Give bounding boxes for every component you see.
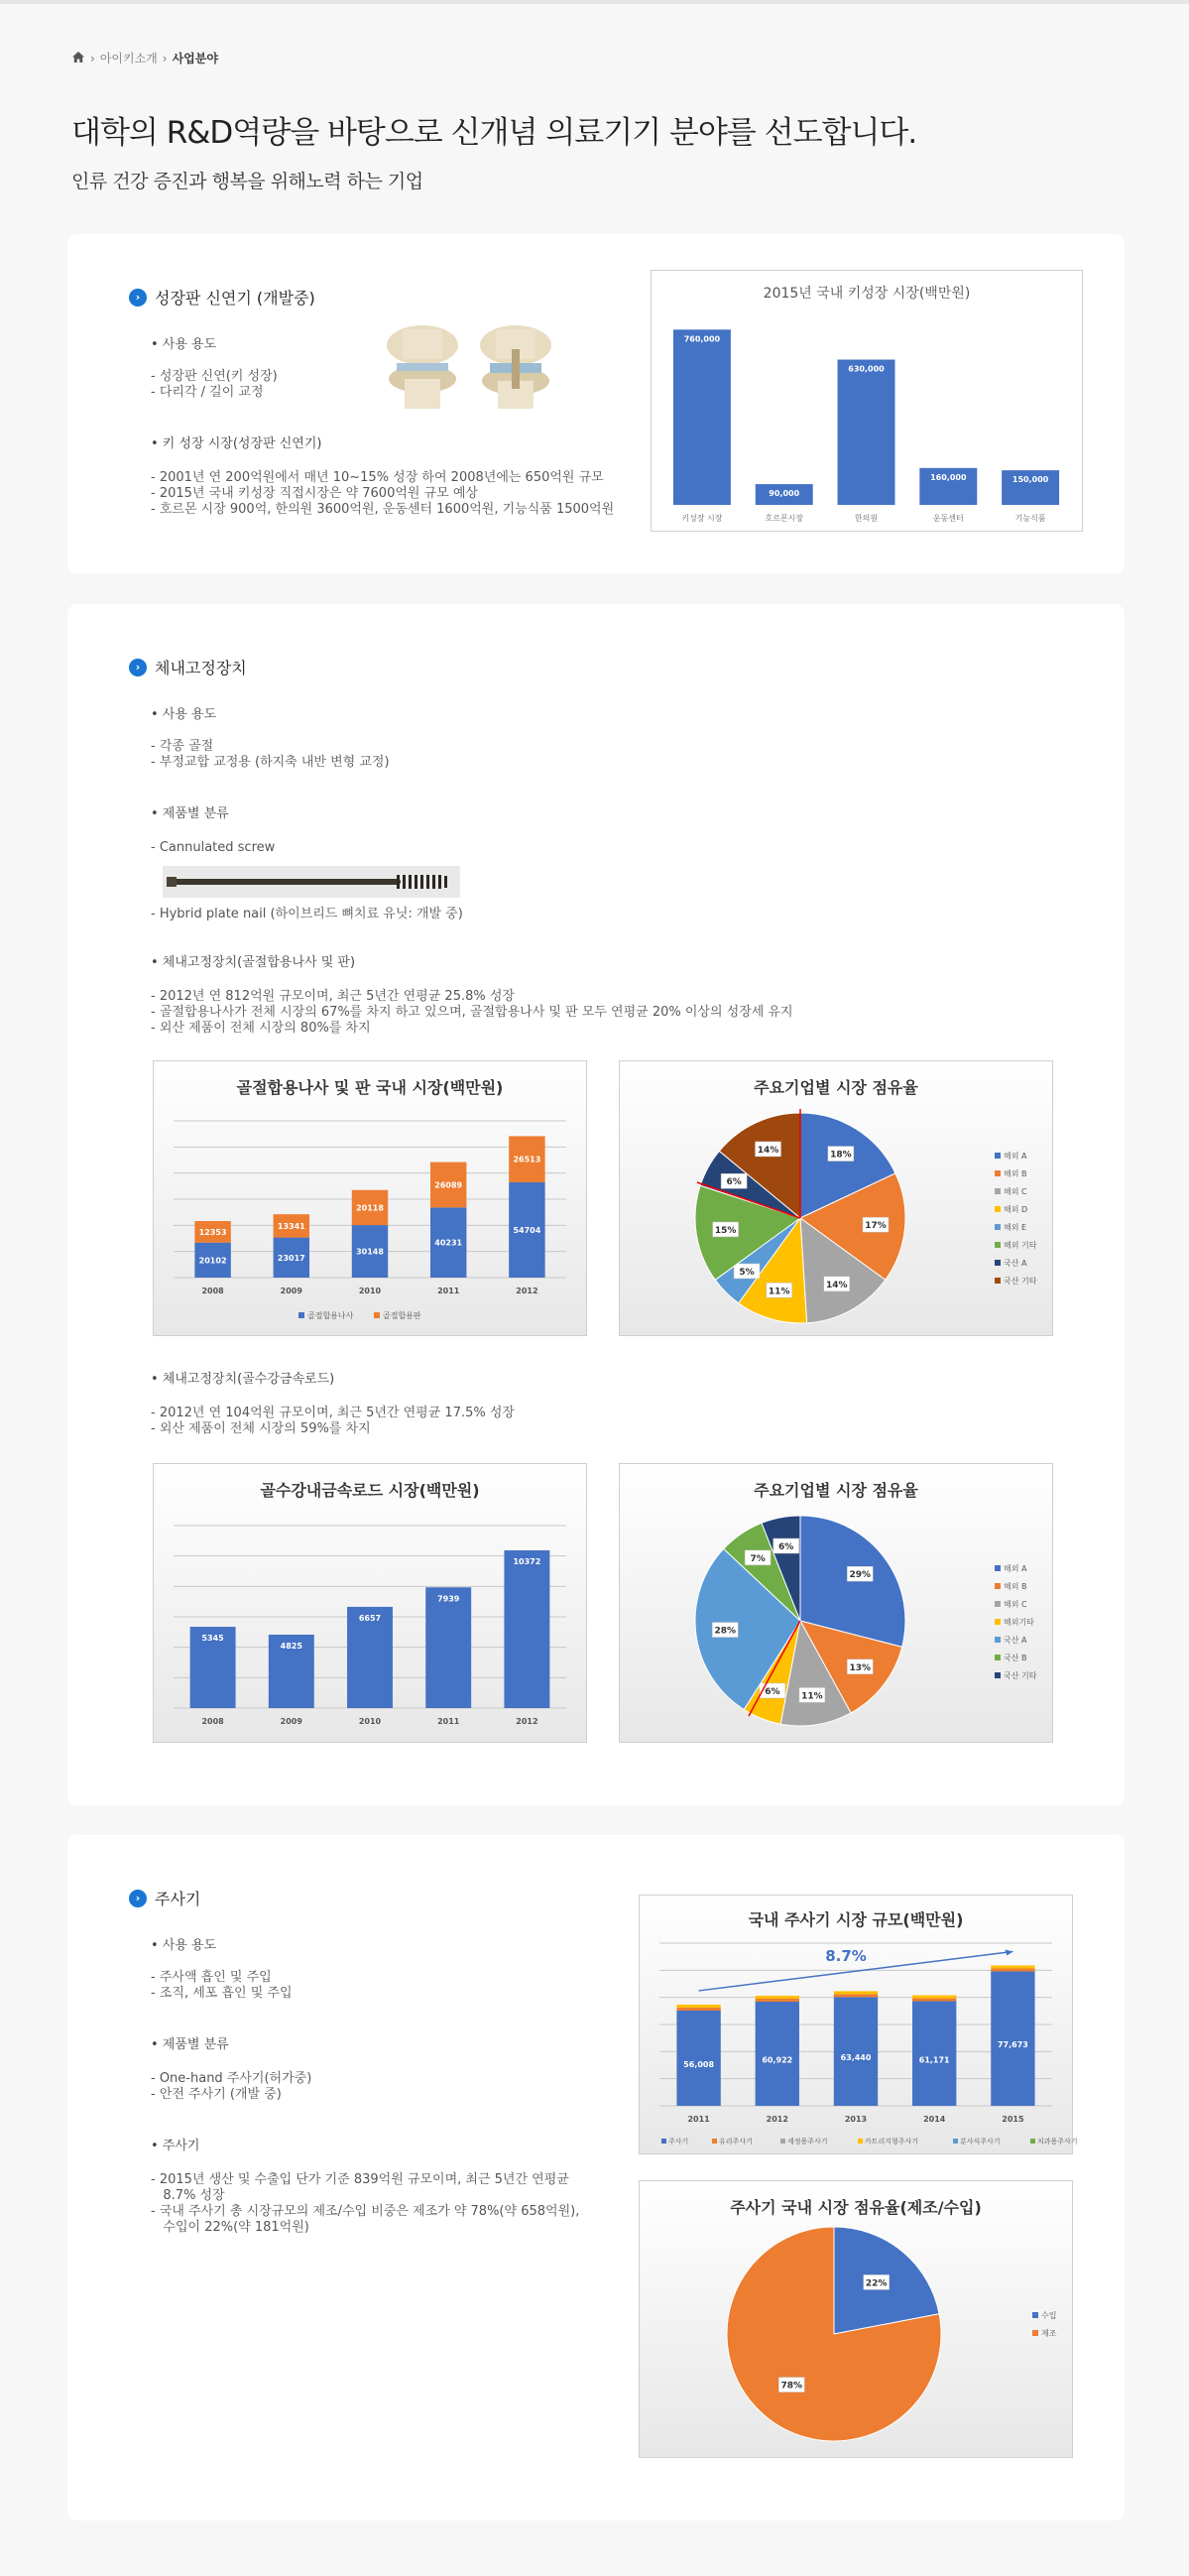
tick-label: 2009: [280, 1287, 302, 1295]
market1-heading: • 체내고정장치(골절합용나사 및 판): [151, 955, 356, 970]
chart-title: 주사기 국내 시장 점유율(제조/수입): [730, 2198, 982, 2217]
legend-label: 수입: [1041, 2311, 1057, 2320]
legend-swatch: [780, 2139, 785, 2144]
legend-label: 해외 B: [1004, 1582, 1027, 1591]
tick-label: 2014: [923, 2115, 946, 2124]
data-label: 6%: [726, 1177, 742, 1188]
chart-screw-plate-market: [153, 1060, 587, 1336]
data-label: 13341: [277, 1221, 305, 1231]
tick-label: 운동센터: [932, 514, 964, 523]
legend-swatch: [995, 1242, 1001, 1248]
legend-swatch: [858, 2139, 863, 2144]
legend-swatch: [661, 2139, 666, 2144]
data-label: 14%: [825, 1280, 848, 1290]
chart-title: 주요기업별 시장 점유율: [754, 1078, 918, 1097]
data-label: 90,000: [769, 489, 800, 499]
bar-segment: [912, 1999, 956, 2002]
chart-height-market: [651, 270, 1083, 532]
chart-syringe-market: [639, 1895, 1078, 2154]
legend-label: 골절합용판: [383, 1311, 421, 1320]
data-label: 77,673: [997, 2040, 1028, 2050]
tick-label: 2011: [437, 1287, 460, 1295]
data-label: 30148: [356, 1247, 384, 1257]
chart-company-share-1: [619, 1060, 1053, 1336]
legend-label: 해외기타: [1004, 1618, 1034, 1627]
section-title: 체내고정장치: [155, 659, 247, 677]
bar: [756, 2002, 799, 2106]
legend-label: 국산 A: [1004, 1636, 1027, 1645]
use-list: - 주사액 흡인 및 주입 - 조직, 세포 흡인 및 주입: [151, 1970, 293, 2001]
tick-label: 2012: [516, 1717, 538, 1726]
page-subtitle: 인류 건강 증진과 행복을 위해노력 하는 기업: [71, 171, 423, 192]
section-title: 주사기: [155, 1890, 201, 1908]
bar: [425, 1587, 471, 1708]
chart-title: 골수강내금속로드 시장(백만원): [260, 1481, 480, 1500]
data-label: 14%: [757, 1145, 779, 1156]
data-label: 12353: [198, 1227, 227, 1237]
syringe-heading: • 주사기: [151, 2139, 200, 2153]
tick-label: 2012: [516, 1287, 538, 1295]
knee-image-2: [480, 325, 551, 409]
data-label: 22%: [865, 2278, 888, 2289]
bar-segment: [756, 1999, 799, 2002]
data-label: 23017: [277, 1253, 305, 1263]
tick-label: 2012: [766, 2115, 788, 2124]
data-label: 18%: [830, 1150, 852, 1161]
tick-label: 호르몬시장: [765, 514, 804, 523]
chart-title: 2015년 국내 키성장 시장(백만원): [763, 286, 971, 302]
data-label: 4825: [280, 1642, 302, 1652]
class-list: - One-hand 주사기(허가중) - 안전 주사기 (개발 중): [151, 2071, 312, 2102]
chevron-right-icon: ›: [162, 51, 168, 65]
legend-label: 해외 A: [1004, 1564, 1027, 1573]
data-label: 56,008: [683, 2059, 715, 2069]
bar-segment: [834, 1994, 878, 1997]
legend-label: 해외 C: [1004, 1187, 1027, 1196]
tick-label: 한의원: [854, 514, 879, 523]
bar-segment: [991, 1968, 1034, 1971]
tick-label: 2008: [201, 1287, 224, 1295]
section-card-fixation: [67, 604, 1125, 1805]
cannulated-screw-image: [163, 866, 460, 898]
bar: [912, 2002, 956, 2106]
data-label: 78%: [780, 2381, 803, 2392]
chevron-right-icon: ›: [90, 51, 95, 65]
data-label: 20102: [198, 1256, 227, 1266]
chart-title: 주요기업별 시장 점유율: [754, 1481, 918, 1500]
data-label: 13%: [849, 1662, 872, 1673]
legend-label: 해외 A: [1004, 1152, 1027, 1161]
data-label: 63,440: [840, 2053, 872, 2063]
legend-swatch: [1032, 2330, 1038, 2336]
bar-segment: [676, 2005, 720, 2008]
chart-rod-market: [153, 1463, 587, 1743]
section-heading: [129, 1887, 200, 1909]
home-icon[interactable]: [71, 51, 85, 66]
legend-swatch: [1032, 2312, 1038, 2318]
data-label: 150,000: [1011, 475, 1049, 485]
data-label: 28%: [714, 1626, 737, 1637]
breadcrumb: [71, 50, 218, 66]
legend-swatch: [995, 1583, 1001, 1589]
legend-swatch: [995, 1224, 1001, 1230]
legend-swatch: [712, 2139, 717, 2144]
data-label: 10372: [513, 1556, 541, 1566]
legend-swatch: [995, 1206, 1001, 1212]
breadcrumb-current: 사업분야: [172, 52, 218, 65]
legend-label: 세정용주사기: [787, 2138, 828, 2146]
legend-swatch: [995, 1565, 1001, 1571]
chart-title: 국내 주사기 시장 규모(백만원): [748, 1910, 964, 1929]
legend-swatch: [995, 1153, 1001, 1159]
legend-swatch: [995, 1278, 1001, 1284]
data-label: 160,000: [930, 472, 967, 482]
section-card-growth: [67, 234, 1125, 573]
bar-segment: [991, 1965, 1034, 1968]
data-label: 54704: [513, 1225, 541, 1235]
data-label: 760,000: [683, 334, 721, 344]
data-label: 17%: [865, 1221, 887, 1232]
market2-list: - 2012년 연 104억원 규모이며, 최근 5년간 연평균 17.5% 성장 - 외산 제품이 전체 시장의 59%를 차지: [151, 1406, 515, 1436]
data-label: 6657: [358, 1613, 382, 1623]
legend-label: 제조: [1041, 2329, 1057, 2338]
legend-swatch: [374, 1312, 380, 1318]
tick-label: 2010: [358, 1287, 382, 1295]
tick-label: 2010: [358, 1717, 382, 1726]
chart-syringe-share: [639, 2180, 1073, 2458]
legend-label: 카트리지형주사기: [865, 2138, 919, 2146]
legend-label: 치과용주사기: [1037, 2138, 1078, 2146]
bar: [676, 2011, 720, 2106]
data-label: 630,000: [848, 364, 885, 374]
section-card-syringe: [67, 1835, 1125, 2520]
use-heading: • 사용 용도: [151, 1938, 217, 1953]
legend-label: 해외 D: [1004, 1205, 1028, 1214]
tick-label: 2013: [844, 2115, 868, 2124]
tick-label: 2008: [201, 1717, 224, 1726]
class-heading: • 제품별 분류: [151, 2037, 229, 2052]
market2-heading: • 체내고정장치(골수강금속로드): [151, 1372, 335, 1387]
legend-swatch: [995, 1260, 1001, 1266]
legend-swatch: [1030, 2139, 1035, 2144]
section-title: 성장판 신연기 (개발중): [155, 289, 315, 307]
arrow-right-icon: ›: [129, 289, 147, 307]
chart-company-share-2: [619, 1463, 1053, 1743]
legend-label: 주사기: [668, 2138, 689, 2146]
data-label: 15%: [714, 1225, 737, 1236]
legend-label: 국산 B: [1004, 1654, 1027, 1662]
data-label: 7%: [750, 1553, 766, 1564]
legend-label: 국산 기타: [1004, 1671, 1037, 1680]
data-label: 7939: [437, 1594, 460, 1604]
tick-label: 키성장 시장: [681, 514, 723, 523]
legend-label: 해외 기타: [1004, 1241, 1037, 1250]
tick-label: 2009: [280, 1717, 302, 1726]
class-heading: • 제품별 분류: [151, 806, 229, 821]
arrow-right-icon: ›: [129, 659, 147, 676]
tick-label: 2011: [687, 2115, 710, 2124]
tick-label: 2011: [437, 1717, 460, 1726]
tick-label: 2015: [1002, 2115, 1024, 2124]
legend-swatch: [995, 1637, 1001, 1643]
legend-swatch: [995, 1601, 1001, 1607]
legend-label: 해외 B: [1004, 1169, 1027, 1178]
data-label: 6%: [778, 1542, 794, 1553]
market-list: - 2001년 연 200억원에서 매년 10~15% 성장 하여 2008년에는 650억원 규모 - 2015년 국내 키성장 직접시장은 약 7600억원 규모 예상 - 호르몬 시장 900억, 한의원 3600억원, 운동센터 1600억원, 기능식품 1500억원: [151, 470, 615, 517]
section-heading: [129, 656, 247, 678]
syringe-list: - 2015년 생산 및 수출입 단가 기준 839억원 규모이며, 최근 5년간 연평균 8.7% 성장 - 국내 주사기 총 시장규모의 제조/수입 비중은 제조가 약 78%(약 658억원), 수입이 22%(약 181억원): [151, 2172, 580, 2235]
growth-annotation: 8.7%: [825, 1947, 867, 1965]
market-heading: • 키 성장 시장(성장판 신연기): [151, 436, 322, 451]
legend-label: 분사식주사기: [960, 2138, 1001, 2146]
use-heading: • 사용 용도: [151, 337, 217, 352]
legend-swatch: [298, 1312, 304, 1318]
data-label: 26089: [434, 1180, 463, 1190]
section-heading: [129, 286, 315, 308]
legend-label: 유리주사기: [719, 2138, 753, 2146]
page-title: 대학의 R&D역량을 바탕으로 신개념 의료기기 분야를 선도합니다.: [71, 115, 917, 151]
top-border: [0, 0, 1189, 4]
bar-segment: [912, 1996, 956, 1999]
legend-label: 국산 기타: [1004, 1277, 1037, 1286]
legend-swatch: [995, 1188, 1001, 1194]
data-label: 6%: [765, 1686, 780, 1697]
bar-segment: [676, 2008, 720, 2011]
bar: [838, 360, 895, 505]
bar: [834, 1997, 878, 2106]
market1-list: - 2012년 연 812억원 규모이며, 최근 5년간 연평균 25.8% 성장 - 골절합용나사가 전체 시장의 67%를 차지 하고 있으며, 골절합용나사 및 판 모두 연평균 20% 이상의 성장세 유지 - 외산 제품이 전체 시장의 80%를 차지: [151, 989, 793, 1036]
breadcrumb-item[interactable]: 아이키소개: [99, 52, 158, 65]
data-label: 26513: [513, 1155, 541, 1165]
legend-swatch: [995, 1672, 1001, 1678]
use-list: - 각종 골절 - 부정교합 교정용 (하지축 내반 변형 교정): [151, 739, 390, 770]
data-label: 29%: [849, 1570, 872, 1581]
legend-swatch: [995, 1619, 1001, 1625]
bar-segment: [834, 1991, 878, 1994]
legend-label: 해외 C: [1004, 1600, 1027, 1609]
class-item-plate-nail: - Hybrid plate nail (하이브리드 뼈치료 유닛: 개발 중): [151, 907, 463, 921]
data-label: 11%: [768, 1287, 790, 1297]
knee-bone-illustration: [377, 319, 561, 413]
chart-title: 골절합용나사 및 판 국내 시장(백만원): [236, 1078, 504, 1097]
data-label: 60,922: [762, 2055, 793, 2065]
knee-image-1: [387, 325, 458, 409]
legend-swatch: [953, 2139, 958, 2144]
arrow-right-icon: ›: [129, 1890, 147, 1907]
data-label: 11%: [801, 1691, 823, 1702]
bar: [991, 1971, 1034, 2106]
arrowhead-icon: [1005, 1949, 1012, 1955]
tick-label: 기능식품: [1014, 514, 1046, 523]
bar-segment: [756, 1996, 799, 1999]
legend-swatch: [995, 1170, 1001, 1176]
bar: [504, 1550, 549, 1708]
data-label: 61,171: [918, 2055, 950, 2065]
data-label: 20118: [356, 1203, 384, 1213]
use-heading: • 사용 용도: [151, 707, 217, 722]
data-label: 5345: [201, 1634, 224, 1644]
legend-swatch: [995, 1655, 1001, 1660]
bar: [673, 329, 731, 505]
data-label: 5%: [739, 1267, 755, 1278]
legend-label: 해외 E: [1004, 1223, 1027, 1232]
use-list: - 성장판 신연(키 성장) - 다리각 / 길이 교정: [151, 369, 278, 400]
class-item-screw: - Cannulated screw: [151, 840, 276, 855]
legend-label: 국산 A: [1004, 1259, 1027, 1268]
data-label: 40231: [434, 1238, 463, 1248]
legend-label: 골절합용나사: [307, 1311, 354, 1320]
